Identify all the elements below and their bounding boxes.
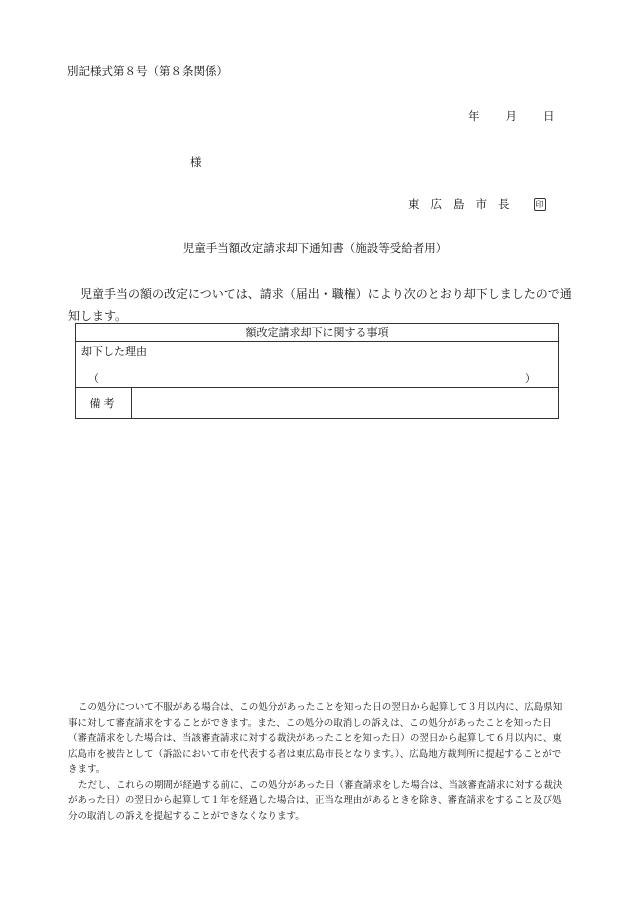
reason-label: 却下した理由	[81, 345, 147, 358]
date-day: 日	[543, 109, 555, 123]
seal-mark: 印	[535, 200, 544, 209]
issuer-char: 市	[475, 197, 487, 211]
issuer-char: 広	[430, 197, 442, 211]
reason-paren-open: （	[88, 372, 99, 385]
remarks-row	[76, 387, 558, 418]
date-month: 月	[505, 109, 517, 123]
issuer-char: 長	[498, 197, 510, 211]
notice-paragraph-2: ただし、これらの期間が経過する前に、この処分があった日（審査請求をした場合は、当該審査請求に対する裁決があった日）の翌日から起算して１年を経過した場合は、正当な理由があるときを除き、審査請求をすること及び処分の取消しの訴えを提起することができなくなります。	[68, 779, 563, 822]
body-paragraph: 児童手当の額の改定については、請求（届出・職権）により次のとおり却下しましたので通知します。	[68, 287, 572, 323]
form-label: 別記様式第８号（第８条関係）	[67, 64, 228, 78]
reason-paren-close: ）	[525, 372, 536, 385]
appeal-notice	[68, 700, 568, 824]
date-year: 年	[468, 109, 480, 123]
notice-paragraph-1: この処分について不服がある場合は、この処分があったことを知った日の翌日から起算して３月以内に、広島県知事に対して審査請求をすることができます。また、この処分の取消しの訴えは、この処分があったことを知った日（審査請求をした場合は、当該審査請求に対する裁決があったことを知った日）の翌日から起算して６月以内に、東広島市を被告として（訴訟において市を代表する者は東広島市長となります。）、広島地方裁判所に提起することができます。	[68, 702, 563, 775]
rejection-table	[75, 323, 559, 419]
table-header: 額改定請求却下に関する事項	[76, 324, 558, 342]
date-line	[468, 108, 555, 124]
reason-row	[76, 341, 558, 388]
remarks-label: 備考	[76, 387, 132, 418]
addressee-honorific: 様	[190, 155, 202, 169]
issuer-char: 東	[408, 197, 420, 211]
document-title: 児童手当額改定請求却下通知書（施設等受給者用）	[182, 241, 448, 255]
issuer-char: 島	[453, 197, 465, 211]
issuer	[408, 196, 546, 212]
